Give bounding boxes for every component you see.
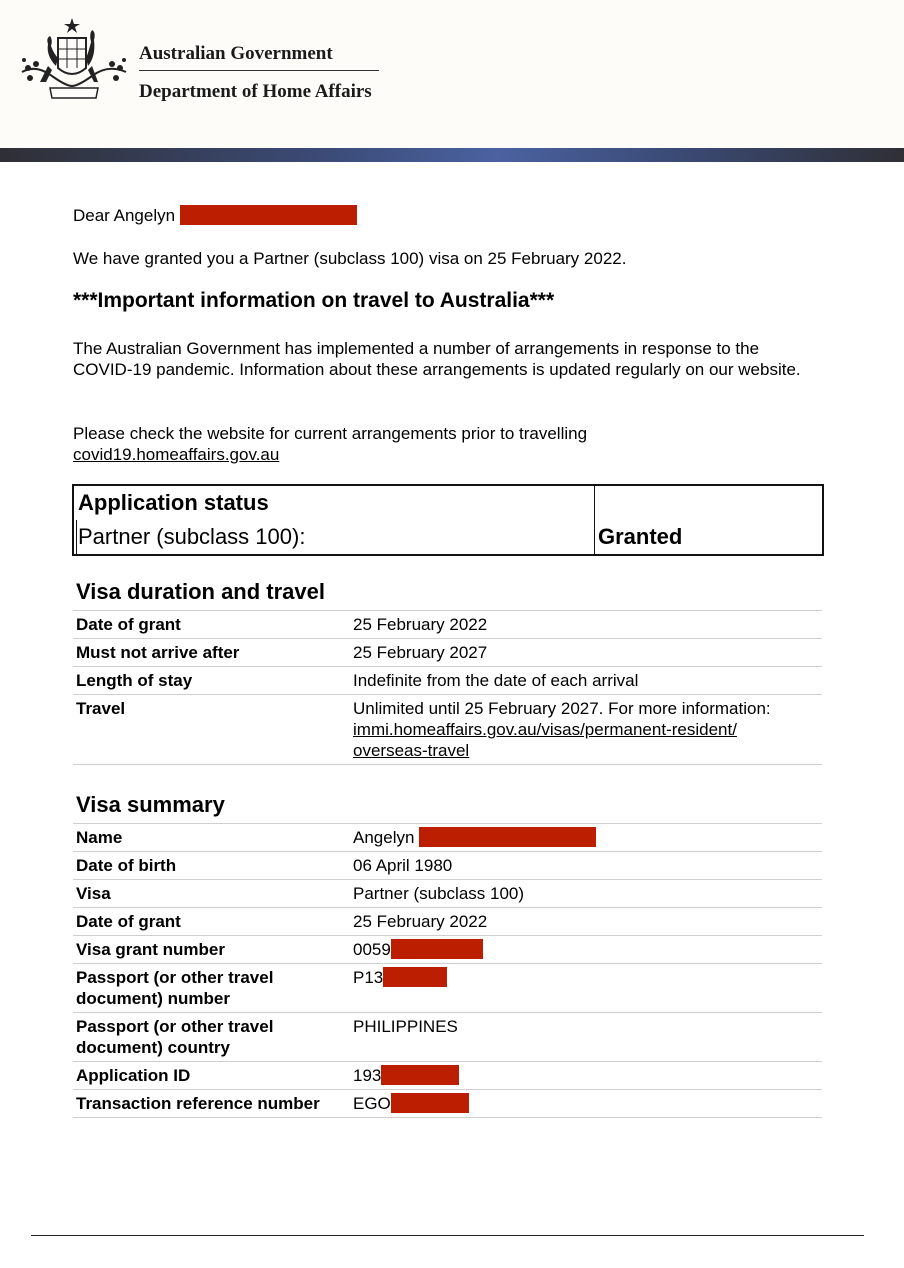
row-value: Partner (subclass 100) [350,880,822,908]
visa-summary-heading: Visa summary [76,792,225,817]
application-status-value: Granted [598,524,683,549]
row-value: 25 February 2027 [350,639,822,667]
letterhead-divider [139,70,379,71]
redaction-block [419,827,596,847]
row-value: 0059 [350,936,822,964]
covid-paragraph: The Australian Government has implemented a number of arrangements in response to the COVID-19 pandemic. Information about these arrangements is updated regularly on our website. [73,339,801,379]
salutation [73,205,357,226]
travel-text: Unlimited until 25 February 2027. For more information: [353,699,771,718]
visa-summary-table [73,823,822,1118]
row-value: Angelyn [350,824,822,852]
visa-duration-heading: Visa duration and travel [76,579,326,604]
table-row [73,964,822,1013]
table-row [73,1090,822,1118]
row-label: Visa [73,880,350,908]
table-row [73,611,822,639]
row-label: Passport (or other travel document) country [73,1013,350,1062]
grant-sentence: We have granted you a Partner (subclass 100) visa on 25 February 2022. [73,249,627,268]
row-label: Date of grant [73,908,350,936]
header-band [0,148,904,162]
redaction-block [391,1093,469,1113]
department-name: Department of Home Affairs [139,81,372,102]
row-value: Indefinite from the date of each arrival [350,667,822,695]
redaction-block [383,967,447,987]
travel-link-continued[interactable]: overseas-travel [353,741,470,760]
row-label: Transaction reference number [73,1090,350,1118]
coat-of-arms-icon [16,16,132,104]
row-value [350,695,822,765]
row-label: Date of grant [73,611,350,639]
row-label: Name [73,824,350,852]
row-label: Application ID [73,1062,350,1090]
row-value: 25 February 2022 [350,908,822,936]
table-row [73,852,822,880]
table-row [73,1062,822,1090]
row-value: 193 [350,1062,822,1090]
check-paragraph [73,423,823,465]
redaction-block [180,205,357,225]
redaction-block [391,939,483,959]
row-label: Passport (or other travel document) number [73,964,350,1013]
important-heading: ***Important information on travel to Australia*** [73,289,555,312]
table-row [73,936,822,964]
row-value: P13 [350,964,822,1013]
table-row [73,695,822,765]
table-row [73,824,822,852]
row-value: 06 April 1980 [350,852,822,880]
table-row [73,667,822,695]
letterhead [0,0,904,148]
application-status-box [72,484,824,556]
footer-divider [31,1235,864,1236]
redaction-block [381,1065,459,1085]
row-value: PHILIPPINES [350,1013,822,1062]
table-row [73,880,822,908]
row-value: EGO [350,1090,822,1118]
table-row [73,639,822,667]
row-value: 25 February 2022 [350,611,822,639]
travel-link[interactable]: immi.homeaffairs.gov.au/visas/permanent-resident/ [353,720,737,739]
row-label: Visa grant number [73,936,350,964]
row-label: Date of birth [73,852,350,880]
salutation-text: Dear Angelyn [73,206,176,225]
check-text: Please check the website for current arrangements prior to travelling [73,424,588,443]
application-status-label: Partner (subclass 100): [78,524,306,549]
row-label: Length of stay [73,667,350,695]
table-row [73,1013,822,1062]
visa-duration-table [73,610,822,765]
row-label: Must not arrive after [73,639,350,667]
government-name: Australian Government [139,43,333,64]
application-status-title: Application status [78,490,269,515]
table-row [73,908,822,936]
covid-link[interactable]: covid19.homeaffairs.gov.au [73,445,280,464]
row-label: Travel [73,695,350,765]
